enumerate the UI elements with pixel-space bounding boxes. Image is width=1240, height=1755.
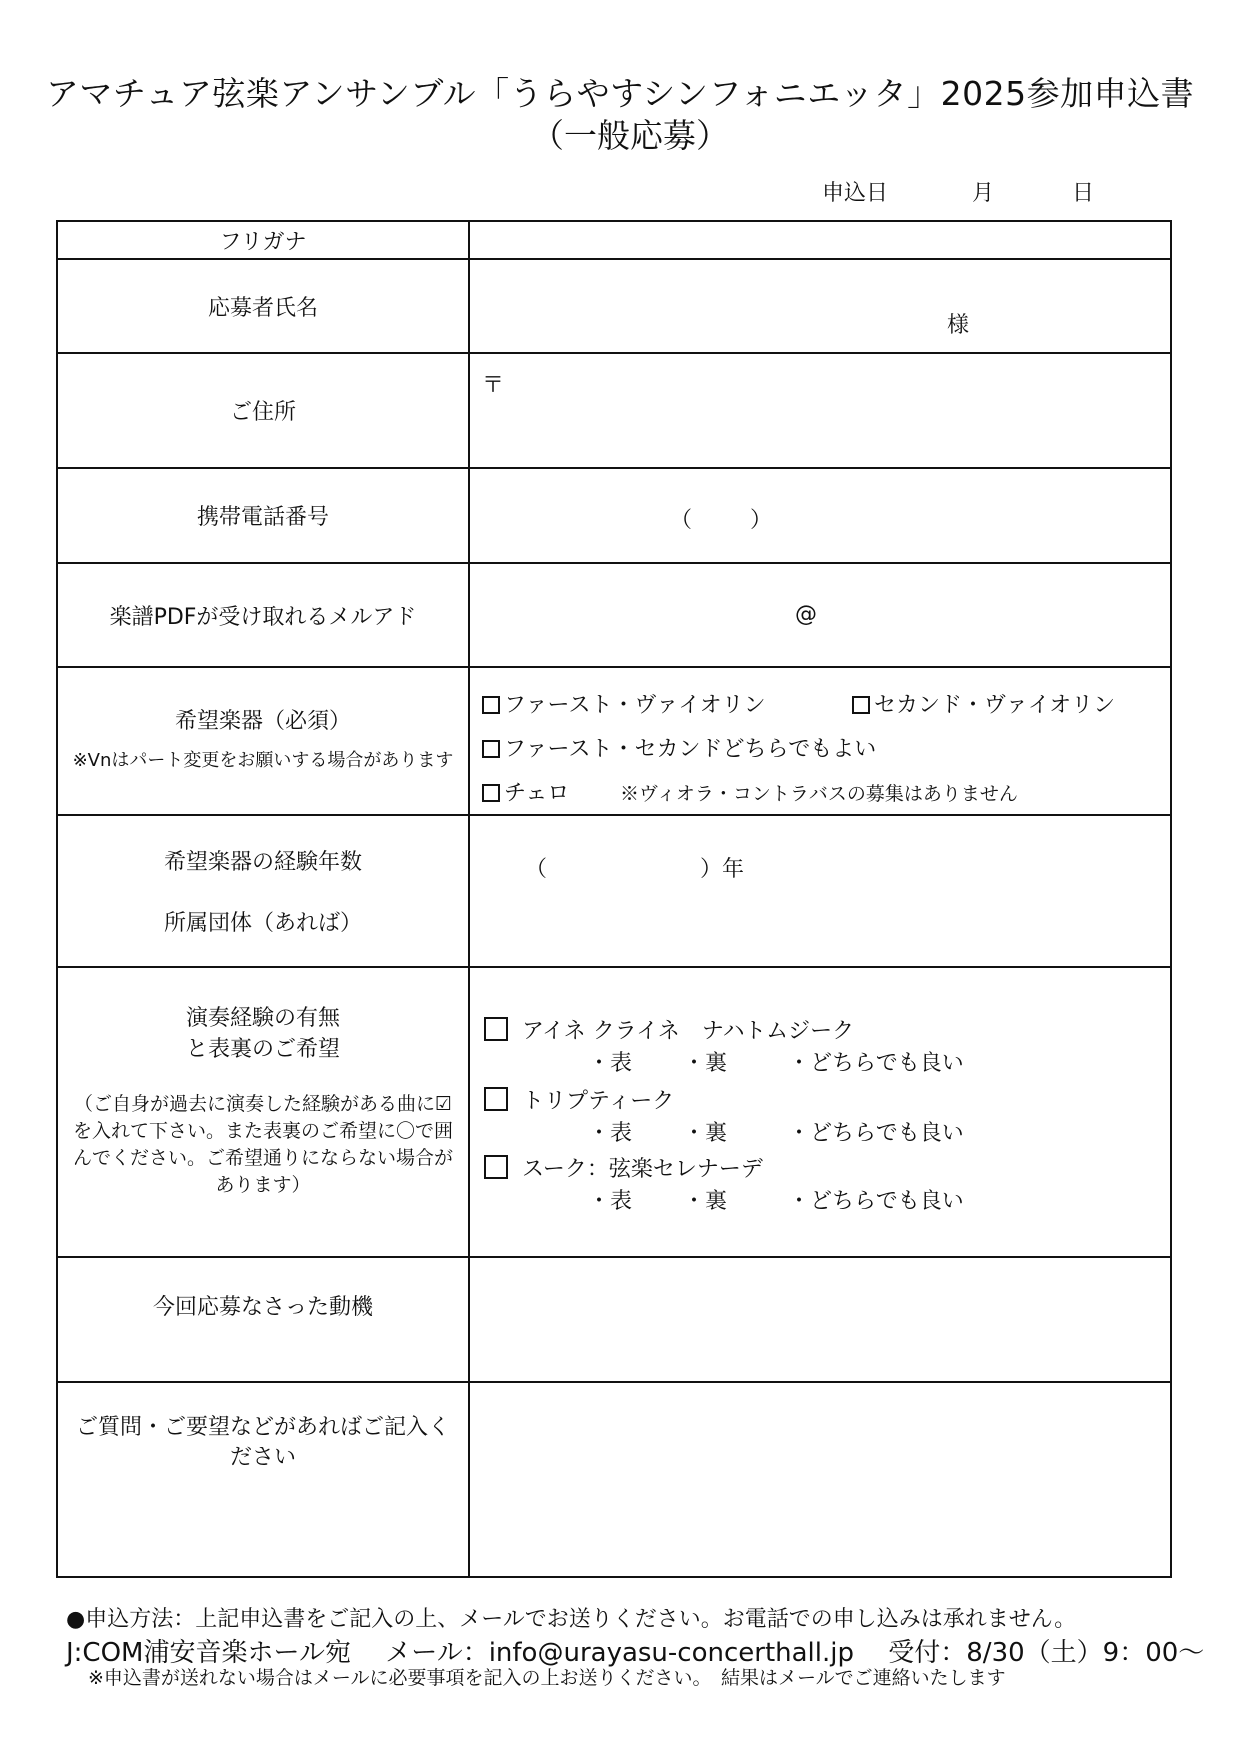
postal-mark: 〒 [482, 373, 505, 398]
questions-field[interactable] [469, 1382, 1171, 1577]
checkbox-icon[interactable] [484, 1087, 508, 1111]
instrument-row [57, 667, 1171, 815]
performance-label-1: 演奏経験の有無 [185, 1006, 340, 1031]
form-subtitle: （一般応募） [531, 116, 729, 155]
recruit-note: ※ヴィオラ・コントラバスの募集はありません [620, 783, 1018, 805]
piece-3-front[interactable]: ・表 [588, 1189, 633, 1214]
piece-2-back[interactable]: ・裏 [683, 1121, 728, 1146]
checkbox-icon[interactable] [482, 784, 500, 802]
motive-field[interactable] [469, 1257, 1171, 1382]
experience-years-label: 希望楽器の経験年数 [163, 850, 362, 875]
footer-contact: J:COM浦安音楽ホール宛 メール：info@urayasu-concerthall.jp 受付：8/30（土）9：00～ [66, 1638, 1205, 1668]
motive-row [57, 1257, 1171, 1382]
email-row [57, 563, 1171, 667]
piece-1-either[interactable]: ・どちらでも良い [788, 1051, 964, 1076]
checkbox-icon[interactable] [482, 696, 500, 714]
instrument-options [469, 667, 1171, 815]
address-field[interactable] [469, 353, 1171, 468]
piece-2-either[interactable]: ・どちらでも良い [788, 1121, 964, 1146]
performance-label-2: と表裏のご希望 [185, 1037, 340, 1062]
piece-1-back[interactable]: ・裏 [683, 1051, 728, 1076]
instrument-note: ※Vnはパート変更をお願いする場合があります [72, 749, 454, 771]
phone-paren-close: ） [750, 508, 773, 533]
phone-field[interactable] [469, 468, 1171, 563]
phone-paren-open: （ [670, 508, 693, 533]
at-mark: @ [795, 602, 817, 627]
performance-note: （ご自身が過去に演奏した経験がある曲に☑を入れて下さい。また表裏のご希望に〇で囲んでください。ご希望通りにならない場合があります） [72, 1093, 453, 1196]
checkbox-icon[interactable] [484, 1017, 508, 1041]
piece-2-front[interactable]: ・表 [588, 1121, 633, 1146]
checkbox-icon[interactable] [482, 740, 500, 758]
checkbox-icon[interactable] [484, 1155, 508, 1179]
furigana-row [57, 221, 1171, 259]
experience-label-cell [57, 815, 469, 967]
honorific-suffix: 様 [947, 313, 970, 338]
piece-2-title[interactable]: トリプティーク [484, 1084, 674, 1115]
experience-field[interactable] [469, 815, 1171, 967]
email-label: 楽譜PDFが受け取れるメルアド [57, 563, 469, 667]
name-row [57, 259, 1171, 353]
furigana-label: フリガナ [57, 221, 469, 259]
piece-1-front[interactable]: ・表 [588, 1051, 633, 1076]
name-label: 応募者氏名 [57, 259, 469, 353]
checkbox-icon[interactable] [852, 696, 870, 714]
piece-1-title[interactable]: アイネ クライネ ナハトムジーク [484, 1014, 854, 1045]
instrument-label-cell [57, 667, 469, 815]
day-label: 日 [1072, 181, 1095, 206]
option-either-violin[interactable]: ファースト・セカンドどちらでもよい [482, 732, 876, 763]
affiliation-label: 所属団体（あれば） [163, 911, 362, 936]
questions-row [57, 1382, 1171, 1577]
performance-pieces [469, 967, 1171, 1257]
furigana-field[interactable] [469, 221, 1171, 259]
form-title: アマチュア弦楽アンサンブル「うらやすシンフォニエッタ」2025参加申込書 [45, 74, 1195, 113]
footer-method: ●申込方法：上記申込書をご記入の上、メールでお送りください。お電話での申し込みは承れません。 [66, 1607, 1077, 1632]
years-paren-open: （ [525, 857, 548, 882]
address-row [57, 353, 1171, 468]
piece-3-back[interactable]: ・裏 [683, 1189, 728, 1214]
phone-label: 携帯電話番号 [57, 468, 469, 563]
performance-row [57, 967, 1171, 1257]
footer-note: ※申込書が送れない場合はメールに必要事項を記入の上お送りください。 結果はメールでご連絡いたします [88, 1667, 1006, 1689]
years-suffix: ）年 [700, 857, 745, 882]
performance-label-cell [57, 967, 469, 1257]
phone-row [57, 468, 1171, 563]
name-field[interactable] [469, 259, 1171, 353]
instrument-label: 希望楽器（必須） [174, 708, 351, 734]
month-label: 月 [972, 181, 995, 206]
date-label: 申込日 [822, 181, 889, 206]
option-second-violin[interactable]: セカンド・ヴァイオリン [852, 688, 1115, 719]
application-form-table [56, 220, 1172, 1578]
piece-3-either[interactable]: ・どちらでも良い [788, 1189, 964, 1214]
email-field[interactable] [469, 563, 1171, 667]
questions-label: ご質問・ご要望などがあればご記入ください [57, 1382, 469, 1577]
option-first-violin[interactable]: ファースト・ヴァイオリン [482, 688, 766, 719]
motive-label: 今回応募なさった動機 [57, 1257, 469, 1382]
option-cello[interactable]: チェロ [482, 776, 569, 807]
piece-3-title[interactable]: スーク：弦楽セレナーデ [484, 1152, 763, 1183]
experience-row [57, 815, 1171, 967]
address-label: ご住所 [57, 353, 469, 468]
